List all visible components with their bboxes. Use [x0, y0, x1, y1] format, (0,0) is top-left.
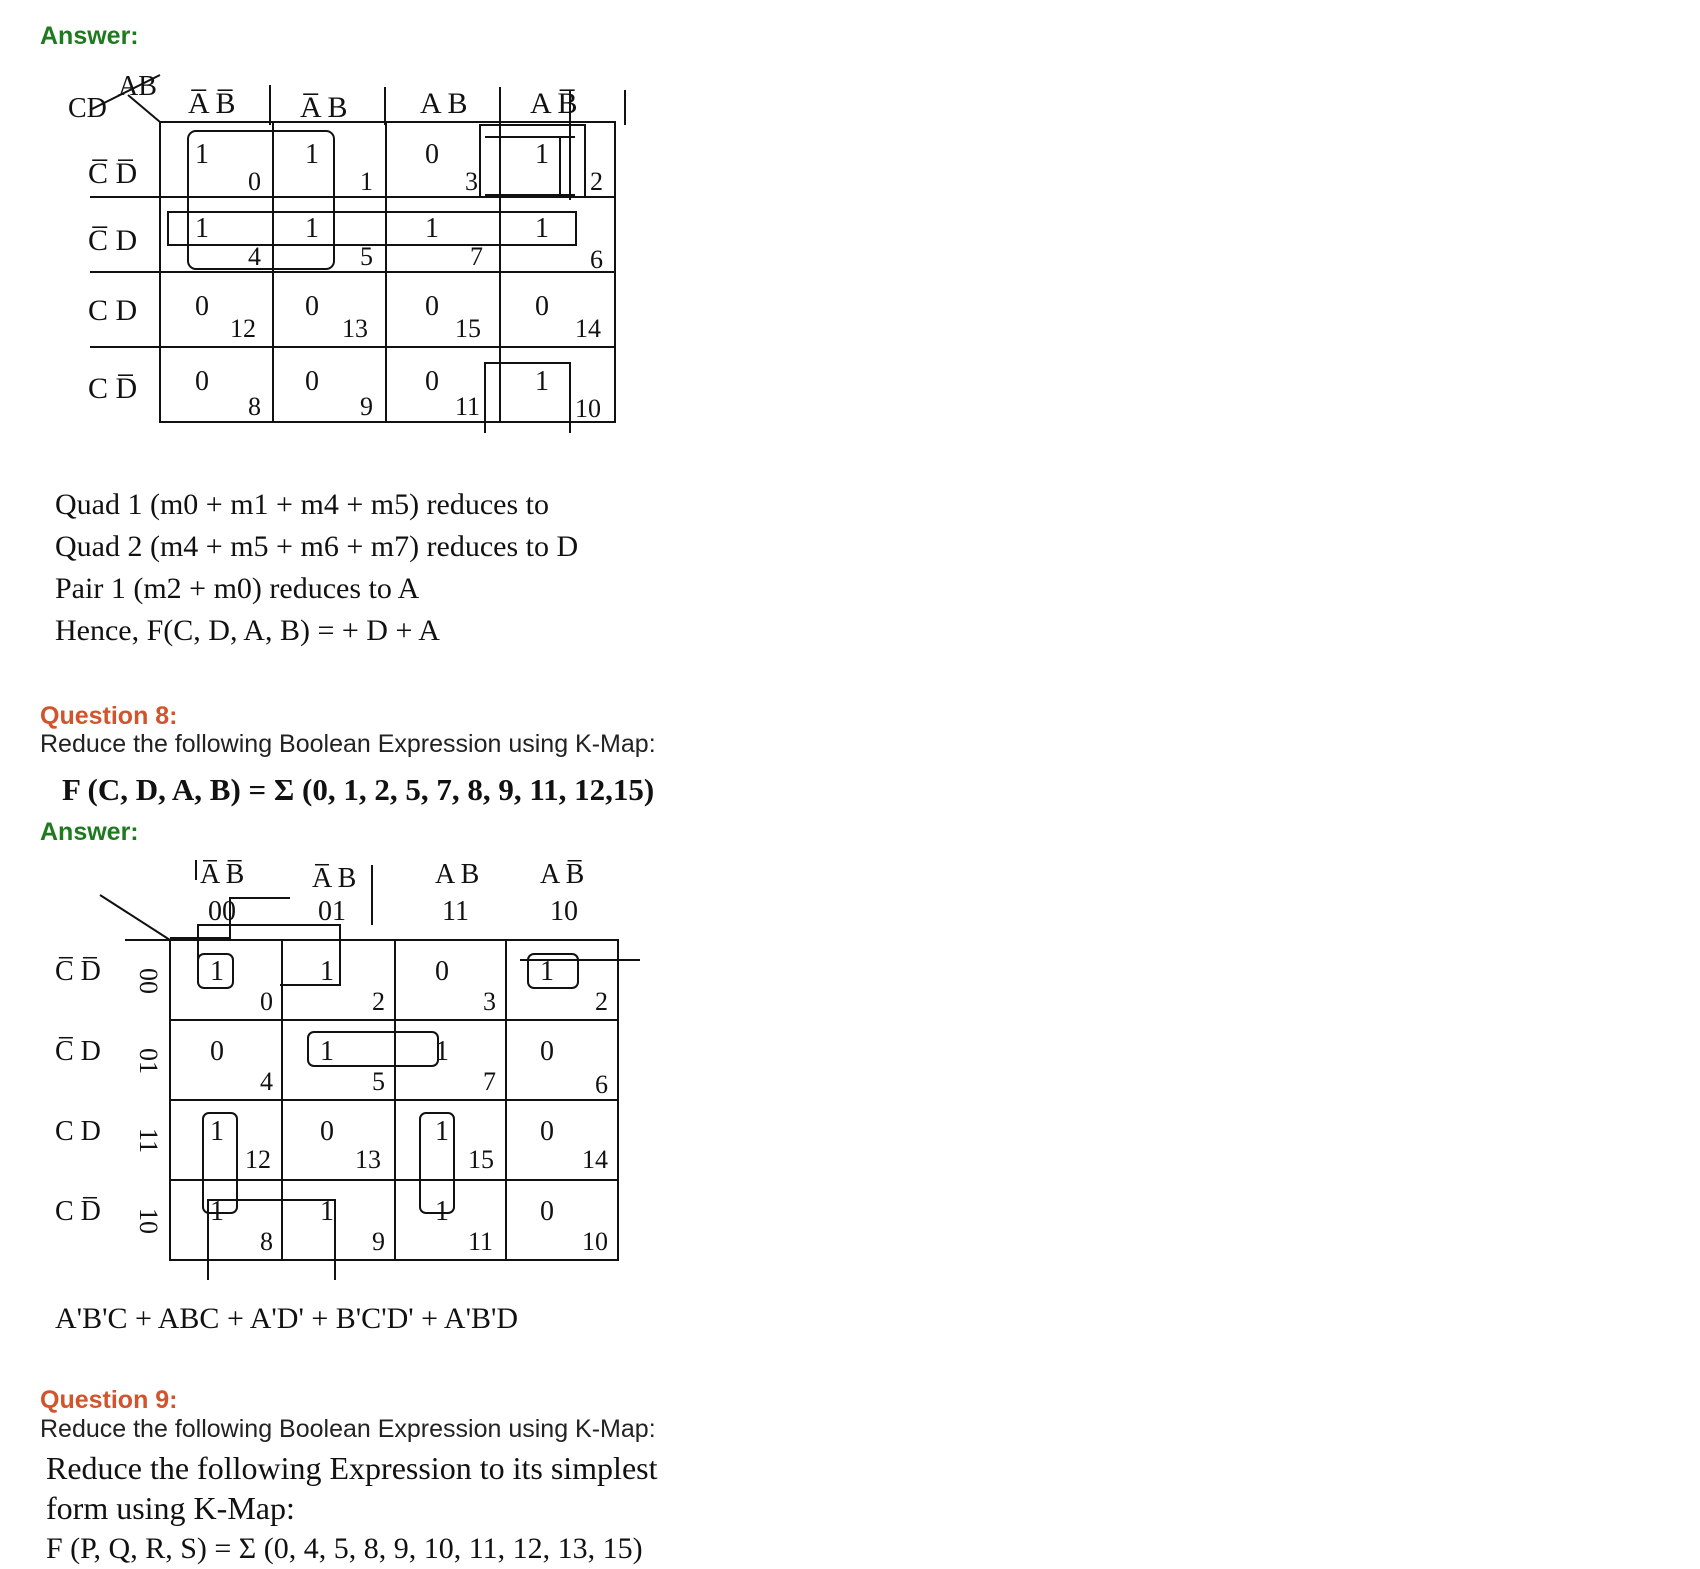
cell-value: 1	[320, 1196, 334, 1227]
cell-minterm: 15	[455, 314, 481, 343]
quad-2-group	[168, 212, 576, 245]
answer-line: Quad 1 (m0 + m1 + m4 + m5) reduces to	[55, 488, 550, 521]
cell-minterm: 0	[248, 167, 261, 196]
row-header: C̅ D	[88, 224, 138, 257]
kmap-1	[60, 65, 740, 485]
cell-value: 0	[320, 1116, 334, 1147]
cell-value: 1	[535, 139, 549, 170]
row-header: C D	[55, 1116, 101, 1147]
cell-value: 0	[435, 956, 449, 987]
cell-value: 1	[435, 1196, 449, 1227]
col-header: A B	[420, 87, 468, 120]
answer-label: Answer:	[40, 22, 139, 50]
cell-minterm: 3	[483, 987, 496, 1016]
col-code: 01	[318, 896, 346, 927]
cell-value: 1	[425, 213, 439, 244]
cell-minterm: 3	[465, 167, 478, 196]
col-header: A B̅	[540, 859, 585, 890]
cell-value: 0	[305, 366, 319, 397]
cell-minterm: 6	[595, 1070, 608, 1099]
cell-minterm: 2	[590, 167, 603, 196]
question-9-prompt: Reduce the following Boolean Expression using K-Map:	[40, 1415, 656, 1443]
cell-value: 1	[435, 1036, 449, 1067]
cell-value: 1	[210, 1116, 224, 1147]
answer-line: Pair 1 (m2 + m0) reduces to A	[55, 572, 420, 605]
row-header: C̅ D̅	[88, 157, 138, 190]
col-code: 11	[442, 896, 469, 927]
cell-value: 1	[210, 1196, 224, 1227]
cell-minterm: 10	[582, 1227, 608, 1256]
cell-minterm: 11	[468, 1227, 494, 1256]
cell-minterm: 14	[575, 314, 601, 343]
question-9-label: Question 9:	[40, 1386, 178, 1414]
col-header: A̅ B	[312, 863, 357, 894]
cell-minterm: 4	[260, 1067, 273, 1096]
cell-minterm: 9	[360, 392, 373, 421]
cell-value: 1	[535, 366, 549, 397]
col-header: A B̅	[530, 87, 578, 120]
cell-value: 1	[195, 139, 209, 170]
cell-minterm: 13	[355, 1145, 381, 1174]
question-9-text: Reduce the following Expression to its simplest	[46, 1450, 658, 1486]
cell-minterm: 14	[582, 1145, 608, 1174]
cell-minterm: 12	[230, 314, 256, 343]
kmap-2	[50, 850, 730, 1290]
answer-label: Answer:	[40, 818, 139, 846]
row-header: C D̅	[88, 372, 138, 405]
cell-minterm: 4	[248, 242, 261, 271]
wrap-group	[170, 898, 290, 938]
cell-minterm: 15	[468, 1145, 494, 1174]
cell-value: 0	[425, 291, 439, 322]
cell-minterm: 8	[260, 1227, 273, 1256]
row-code: 11	[134, 1128, 163, 1154]
cell-value: 0	[540, 1116, 554, 1147]
cell-value: 1	[540, 956, 554, 987]
row-header: C̅ D	[55, 1036, 101, 1067]
cell-minterm: 9	[372, 1227, 385, 1256]
row-header: C D	[88, 294, 138, 327]
cell-minterm: 5	[372, 1067, 385, 1096]
row-code: 00	[134, 968, 163, 994]
answer-line: Hence, F(C, D, A, B) = + D + A	[55, 614, 440, 647]
cell-value: 0	[540, 1036, 554, 1067]
corner-col-label: AB	[118, 71, 157, 102]
cell-value: 1	[305, 139, 319, 170]
cell-minterm: 11	[455, 392, 481, 421]
cell-minterm: 10	[575, 394, 601, 423]
cell-value: 0	[540, 1196, 554, 1227]
cell-value: 1	[210, 956, 224, 987]
cell-minterm: 5	[360, 242, 373, 271]
col-code: 10	[550, 896, 578, 927]
question-9-text: form using K-Map:	[46, 1490, 295, 1526]
row-header: C̅ D̅	[55, 956, 101, 987]
cell-value: 1	[305, 213, 319, 244]
cell-minterm: 2	[595, 987, 608, 1016]
cell-value: 1	[535, 213, 549, 244]
cell-value: 0	[195, 366, 209, 397]
col-code: 00	[208, 896, 236, 927]
row-code: 10	[134, 1208, 163, 1234]
cell-minterm: 6	[590, 245, 603, 274]
cell-minterm: 7	[483, 1067, 496, 1096]
cell-minterm: 7	[470, 242, 483, 271]
cell-minterm: 2	[372, 987, 385, 1016]
row-header: C D̅	[55, 1196, 101, 1227]
col-header: A̅ B̅	[200, 859, 245, 890]
corner-diagonal	[100, 895, 170, 940]
cell-value: 0	[425, 366, 439, 397]
cell-minterm: 0	[260, 987, 273, 1016]
cell-minterm: 8	[248, 392, 261, 421]
cell-value: 1	[320, 1036, 334, 1067]
question-9-expression: F (P, Q, R, S) = Σ (0, 4, 5, 8, 9, 10, 11, 12, 13, 15)	[46, 1532, 643, 1565]
cell-minterm: 13	[342, 314, 368, 343]
col-header: A B	[435, 859, 480, 890]
question-8-expression: F (C, D, A, B) = Σ (0, 1, 2, 5, 7, 8, 9, 11, 12,15)	[62, 772, 655, 807]
cell-value: 0	[535, 291, 549, 322]
cell-value: 0	[305, 291, 319, 322]
cell-value: 1	[195, 213, 209, 244]
question-8-label: Question 8:	[40, 702, 178, 730]
question-8-prompt: Reduce the following Boolean Expression using K-Map:	[40, 730, 656, 758]
cell-minterm: 1	[360, 167, 373, 196]
cell-value: 0	[195, 291, 209, 322]
question-8-result: A'B'C + ABC + A'D' + B'C'D' + A'B'D	[55, 1302, 519, 1335]
cell-value: 1	[320, 956, 334, 987]
row-code: 01	[134, 1048, 163, 1074]
cell-value: 1	[435, 1116, 449, 1147]
cell-minterm: 12	[245, 1145, 271, 1174]
col-header: A̅ B̅	[188, 87, 236, 120]
cell-value: 0	[425, 139, 439, 170]
corner-row-label: CD	[68, 93, 107, 124]
answer-line: Quad 2 (m4 + m5 + m6 + m7) reduces to D	[55, 530, 579, 563]
cell-value: 0	[210, 1036, 224, 1067]
col-header: A̅ B	[300, 91, 348, 124]
